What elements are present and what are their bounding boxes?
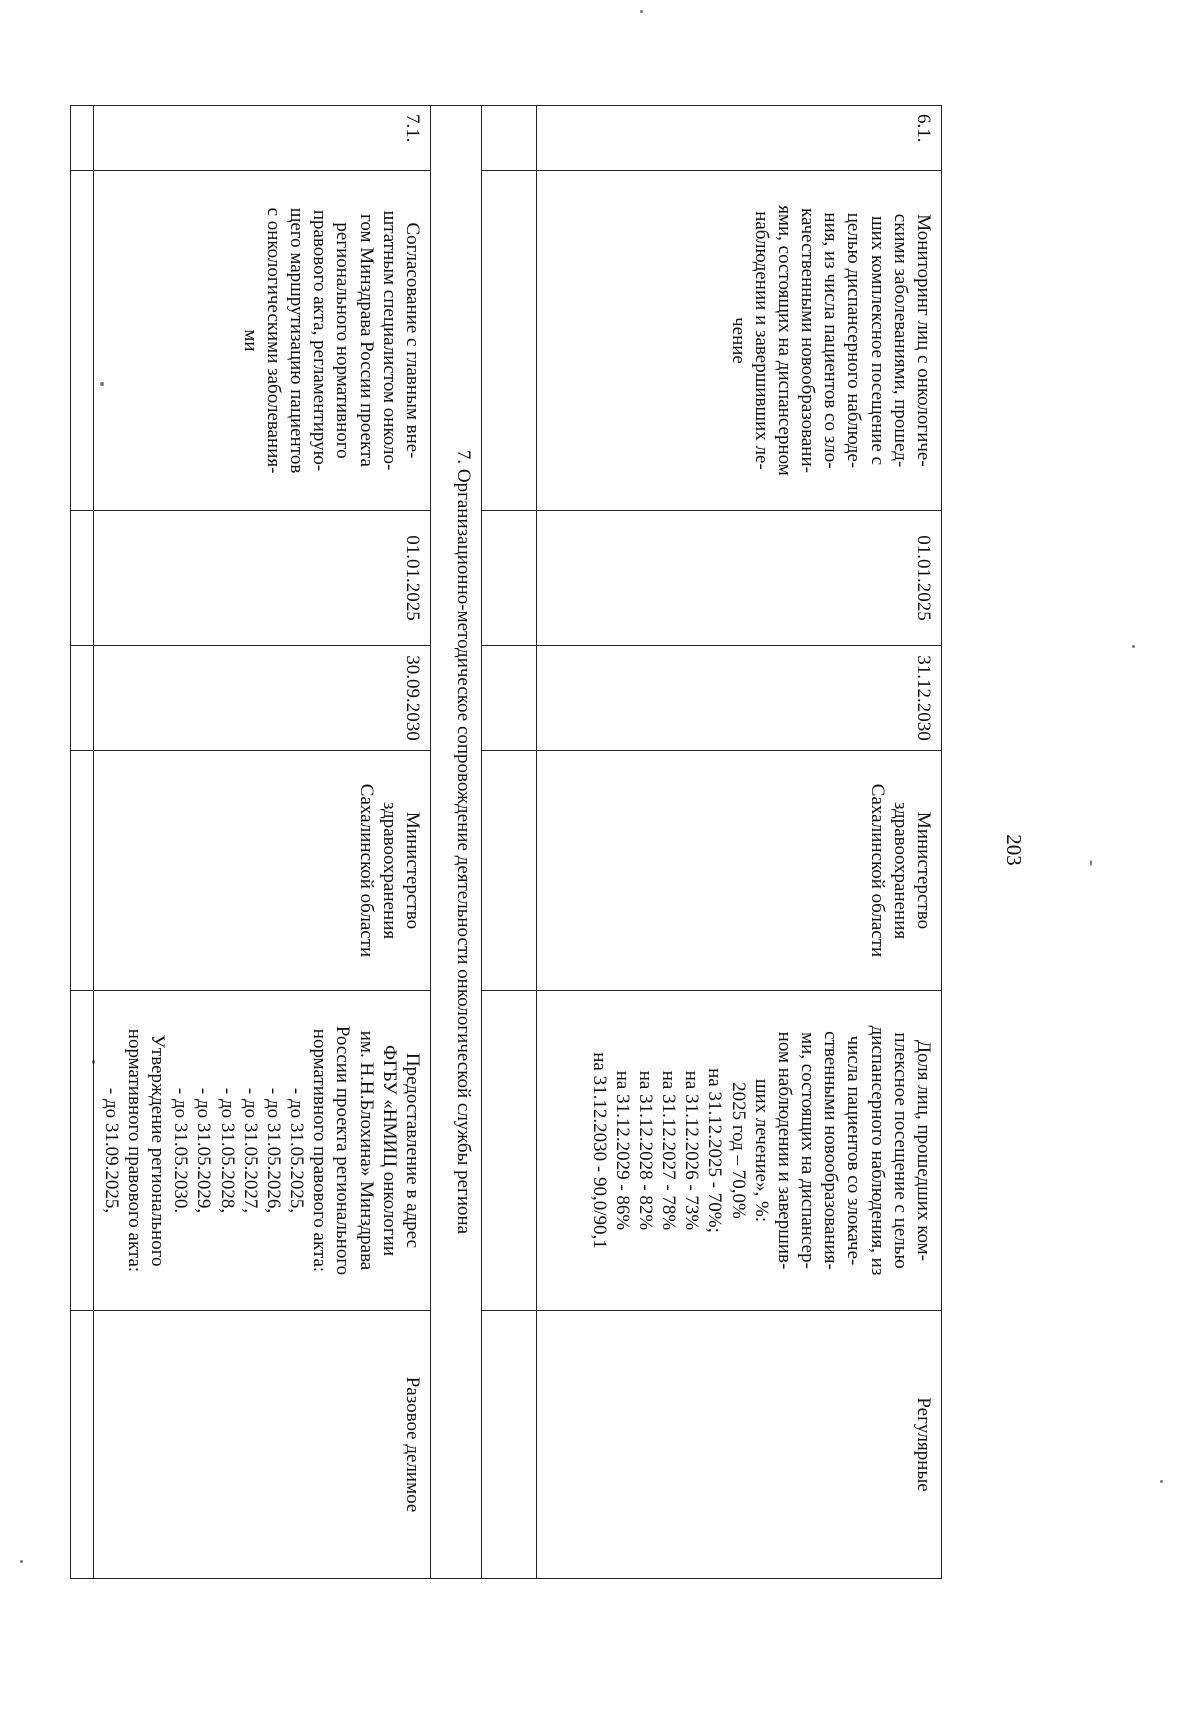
rotated-document-page — [100, 50, 1030, 1650]
section-header-row — [431, 106, 482, 1579]
table-row-empty — [70, 106, 93, 1579]
empty-cell — [70, 991, 93, 1311]
indicator-line: на 31.12.2030 - 90,0/90,1 — [588, 1052, 610, 1249]
indicator-line: им. Н.Н.Блохина» Минздрава — [355, 1030, 377, 1271]
responsible-line: Сахалинской области — [355, 783, 377, 958]
event-line: с онкологическими заболевания- — [262, 207, 284, 474]
indicator-line: числа пациентов со злокаче- — [843, 1035, 865, 1266]
table-row-7-1 — [93, 106, 430, 1579]
result-indicator — [537, 991, 942, 1311]
indicator-line: нормативного правового акта: — [123, 1028, 145, 1273]
page-number: 203 — [1002, 834, 1026, 866]
indicator-line: России проекта регионального — [332, 1025, 354, 1276]
indicator-line: ственными новообразования- — [820, 1031, 842, 1270]
indicator-line: на 31.12.2025 - 70%; — [704, 1068, 726, 1233]
event-line: целью диспансерного наблюде- — [843, 212, 865, 469]
event-line: качественными новообразовани- — [797, 208, 819, 473]
scan-speck — [1132, 645, 1135, 648]
start-date: 01.01.2025 — [537, 511, 942, 646]
event-line: гом Минздрава России проекта — [355, 214, 377, 467]
empty-cell — [70, 1311, 93, 1579]
event-line: Мониторинг лиц с онкологиче- — [913, 214, 934, 467]
scan-speck — [640, 10, 643, 13]
indicator-line: - до 31.05.2025, — [286, 1087, 308, 1214]
indicator-line: нормативного правового акта: — [309, 1028, 331, 1273]
responsible-executor — [93, 751, 430, 991]
indicator-line: на 31.12.2027 - 78% — [658, 1070, 680, 1231]
event-line: штатным специалистом онколо- — [378, 210, 400, 471]
event-line: правового акта, регламентирую- — [309, 209, 331, 472]
responsible-line: Министерство — [913, 811, 934, 930]
indicator-line: ми, состоящих на диспансер- — [797, 1032, 819, 1269]
plan-table — [70, 105, 942, 1579]
responsible-executor — [537, 751, 942, 991]
responsible-line: Министерство — [402, 811, 423, 930]
row-number: 6.1. — [537, 106, 942, 171]
responsible-line: Сахалинской области — [866, 783, 888, 958]
indicator-line: ФГБУ «НМИЦ онкологии — [378, 1044, 400, 1257]
event-line: чение — [727, 317, 749, 364]
empty-cell — [70, 171, 93, 511]
table-row-empty — [482, 106, 537, 1579]
event-line: ния, из числа пациентов со зло- — [820, 212, 842, 469]
indicator-line: на 31.12.2029 - 86% — [611, 1070, 633, 1231]
empty-cell — [70, 511, 93, 646]
event-line: Согласование с главным вне- — [402, 222, 423, 459]
indicator-line: - до 31.05.2027, — [239, 1087, 261, 1214]
event-description — [537, 171, 942, 511]
event-line: ших комплексное посещение с — [866, 215, 888, 466]
indicator-line: ном наблюдении и завершив- — [773, 1031, 795, 1270]
event-line: наблюдении и завершивших ле- — [750, 211, 772, 470]
empty-cell — [482, 646, 537, 751]
indicator-line: ших лечение», %: — [750, 1078, 772, 1223]
frequency: Регулярные — [537, 1311, 942, 1579]
indicator-line: плексное посещение с целью — [889, 1032, 911, 1269]
frequency: Разовое делимое — [93, 1311, 430, 1579]
empty-cell — [482, 106, 537, 171]
indicator-line: - до 31.09.2025, — [100, 1087, 122, 1214]
section-title: 7. Организационно-методическое сопровождение деятельности онкологической службы региона — [431, 106, 482, 1579]
empty-cell — [70, 106, 93, 171]
empty-cell — [482, 171, 537, 511]
empty-cell — [70, 751, 93, 991]
end-date: 31.12.2030 — [537, 646, 942, 751]
empty-cell — [482, 991, 537, 1311]
event-line: щего маршрутизацию пациентов — [286, 207, 308, 474]
start-date: 01.01.2025 — [93, 511, 430, 646]
empty-cell — [70, 646, 93, 751]
responsible-line: здравоохранения — [889, 801, 911, 940]
scan-speck — [1090, 860, 1092, 866]
event-line: скими заболеваниями, прошед- — [889, 213, 911, 468]
indicator-line: - до 31.05.2026, — [262, 1087, 284, 1214]
indicator-line: на 31.12.2026 - 73% — [681, 1070, 703, 1231]
responsible-line: здравоохранения — [378, 801, 400, 940]
table-row-6-1 — [537, 106, 942, 1579]
indicator-line: Доля лиц, прошедших ком- — [913, 1040, 934, 1261]
indicator-line: диспансерного наблюдения, из — [866, 1025, 888, 1276]
indicator-line: на 31.12.2028 - 82% — [634, 1070, 656, 1231]
event-line: ми — [239, 329, 261, 352]
indicator-line: - до 31.05.2029, — [193, 1087, 215, 1214]
indicator-line: Утверждение регионального — [147, 1034, 169, 1267]
indicator-line: - до 31.05.2028, — [216, 1087, 238, 1214]
indicator-line: Предоставление в адрес — [402, 1052, 423, 1249]
scan-speck — [1160, 1480, 1163, 1483]
result-indicator — [93, 991, 430, 1311]
indicator-line: - до 31.05.2030. — [170, 1087, 192, 1214]
event-line: ями, состоящих на диспансерном — [773, 205, 795, 476]
row-number: 7.1. — [93, 106, 430, 171]
empty-cell — [482, 1311, 537, 1579]
empty-cell — [482, 751, 537, 991]
empty-cell — [482, 511, 537, 646]
event-line: регионального нормативного — [332, 222, 354, 459]
indicator-line: 2025 год – 70,0% — [727, 1082, 749, 1219]
end-date: 30.09.2030 — [93, 646, 430, 751]
scan-speck — [20, 1560, 23, 1563]
event-description — [93, 171, 430, 511]
